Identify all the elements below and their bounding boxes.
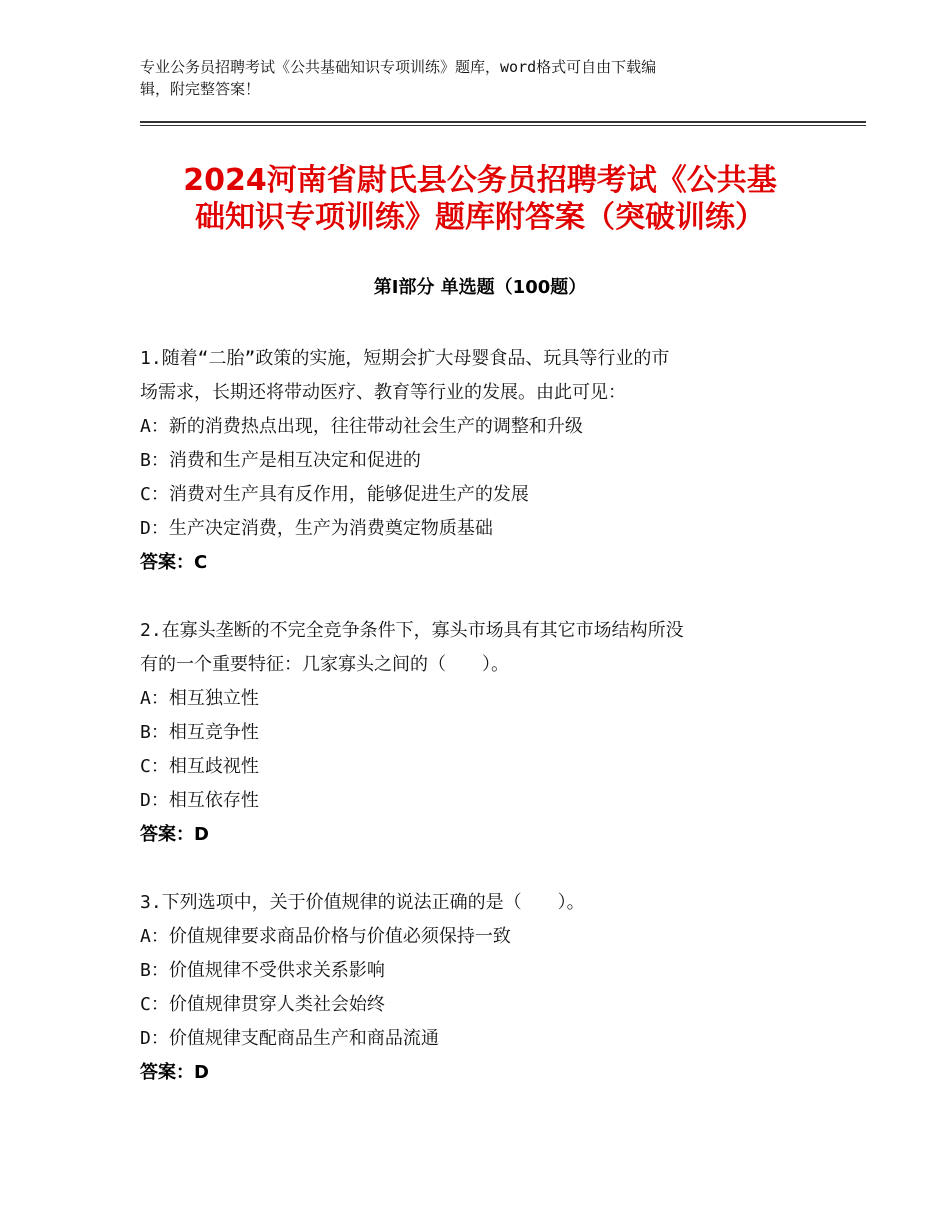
- option-b: B：消费和生产是相互决定和促进的: [140, 450, 421, 471]
- answer-line: 答案：D: [140, 1062, 209, 1083]
- header-divider-thick: [140, 121, 866, 123]
- document-title-line-2: 础知识专项训练》题库附答案（突破训练）: [195, 200, 765, 235]
- header-note-line-2: 辑，附完整答案！: [140, 80, 261, 98]
- option-c: C：相互歧视性: [140, 756, 259, 777]
- answer-line: 答案：C: [140, 552, 208, 573]
- question-3: [140, 886, 820, 1090]
- option-a: A：新的消费热点出现，往往带动社会生产的调整和升级: [140, 416, 583, 437]
- option-c: C：消费对生产具有反作用，能够促进生产的发展: [140, 484, 529, 505]
- option-c: C：价值规律贯穿人类社会始终: [140, 994, 385, 1015]
- question-stem-line: 3.下列选项中，关于价值规律的说法正确的是（ ）。: [140, 892, 585, 913]
- option-d: D：价值规律支配商品生产和商品流通: [140, 1028, 439, 1049]
- question-2: [140, 614, 820, 852]
- option-d: D：生产决定消费，生产为消费奠定物质基础: [140, 518, 493, 539]
- option-d: D：相互依存性: [140, 790, 259, 811]
- question-stem-line: 场需求，长期还将带动医疗、教育等行业的发展。由此可见：: [140, 382, 626, 403]
- question-stem-line: 2.在寡头垄断的不完全竞争条件下，寡头市场具有其它市场结构所没: [140, 620, 684, 641]
- option-a: A：价值规律要求商品价格与价值必须保持一致: [140, 926, 511, 947]
- document-title: [140, 162, 820, 236]
- question-stem-line: 1.随着“二胎”政策的实施，短期会扩大母婴食品、玩具等行业的市: [140, 348, 670, 369]
- option-b: B：价值规律不受供求关系影响: [140, 960, 385, 981]
- answer-line: 答案：D: [140, 824, 209, 845]
- option-b: B：相互竞争性: [140, 722, 259, 743]
- document-title-line-1: 2024河南省尉氏县公务员招聘考试《公共基: [183, 163, 777, 198]
- question-list: [140, 342, 820, 1124]
- question-1: [140, 342, 820, 580]
- header-note-line-1: 专业公务员招聘考试《公共基础知识专项训练》题库，word格式可自由下载编: [140, 58, 657, 76]
- option-a: A：相互独立性: [140, 688, 259, 709]
- header-divider-thin: [140, 125, 866, 126]
- question-stem-line: 有的一个重要特征：几家寡头之间的（ ）。: [140, 654, 509, 675]
- section-heading: 第Ⅰ部分 单选题（100题）: [373, 277, 587, 298]
- header-note: [140, 56, 790, 100]
